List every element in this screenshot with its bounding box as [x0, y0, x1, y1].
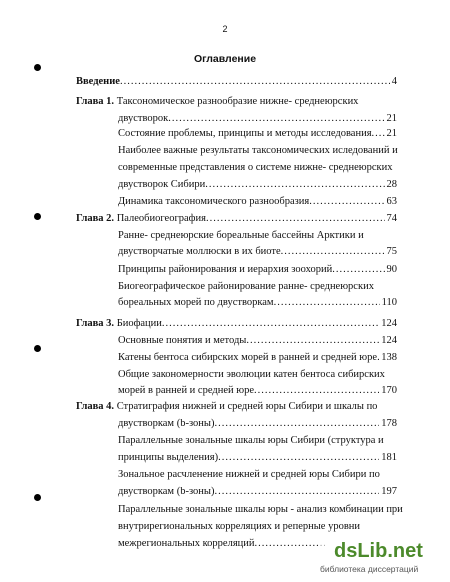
- toc-page-number: 21: [386, 128, 397, 139]
- toc-leader-dots: [120, 74, 390, 90]
- watermark-subtitle: библиотека диссертаций: [320, 564, 419, 574]
- toc-entry-text: Параллельные зональные шкалы юры Сибири (структура и: [118, 435, 384, 446]
- toc-chapter-label: Глава 1.: [76, 96, 117, 107]
- toc-entry: [118, 244, 397, 260]
- toc-entry: [118, 367, 385, 383]
- toc-entry-text: Наиболее важные результаты таксономических иследований и: [118, 145, 398, 156]
- toc-leader-dots: [255, 536, 325, 552]
- toc-entry: [118, 228, 364, 244]
- toc-leader-dots: [372, 126, 385, 142]
- toc-entry: [118, 333, 397, 349]
- toc-entry-text: Зональное расчленение нижней и средней юры Сибири по: [118, 469, 380, 480]
- toc-entry: [118, 177, 397, 193]
- toc-entry: [76, 211, 397, 227]
- toc-entry: [76, 316, 397, 332]
- toc-entry: [118, 416, 397, 432]
- toc-entry: [118, 126, 397, 142]
- page-number: 2: [222, 24, 228, 34]
- toc-entry: [118, 350, 397, 366]
- binder-hole-dot: [34, 494, 41, 501]
- toc-entry: [118, 519, 360, 535]
- toc-heading: Оглавление: [193, 53, 257, 65]
- toc-page-number: 74: [386, 213, 397, 224]
- toc-leader-dots: [162, 316, 379, 332]
- binder-hole-dot: [34, 345, 41, 352]
- toc-entry-text: Глава 1. Таксономическое разнообразие нижне- среднеюрских: [76, 96, 359, 107]
- toc-entry-text: двустворкам (b-зоны): [118, 486, 215, 497]
- toc-chapter-label: Глава 3.: [76, 318, 117, 329]
- toc-entry: [118, 295, 397, 311]
- toc-leader-dots: [218, 450, 379, 466]
- toc-entry: [118, 111, 397, 127]
- toc-entry: [118, 194, 397, 210]
- toc-entry: [118, 143, 398, 159]
- toc-page-number: 197: [381, 486, 397, 497]
- toc-entry-text: двустворкам (b-зоны): [118, 418, 215, 429]
- toc-entry-text: Глава 3. Биофации: [76, 318, 162, 329]
- toc-leader-dots: [214, 484, 379, 500]
- toc-entry: [118, 502, 403, 518]
- toc-entry-label: Введение: [76, 76, 120, 87]
- watermark-logo: dsLib.net: [334, 540, 423, 562]
- toc-entry: [76, 399, 377, 415]
- toc-leader-dots: [246, 333, 379, 349]
- toc-entry-text: Биогеографическое районирование ранне- среднеюрских: [118, 281, 374, 292]
- toc-page-number: 110: [381, 297, 397, 308]
- toc-leader-dots: [214, 416, 379, 432]
- toc-entry-text: Глава 4. Стратиграфия нижней и средней юры Сибири и шкалы по: [76, 401, 378, 412]
- toc-entry-text: Основные понятия и методы: [118, 335, 247, 346]
- binder-hole-dot: [34, 213, 41, 220]
- toc-leader-dots: [254, 383, 379, 399]
- toc-page-number: 138: [381, 352, 397, 363]
- toc-entry-text: Параллельные зональные шкалы юры - анализ комбинации при: [118, 504, 403, 515]
- toc-entry-text: Катены бентоса сибирских морей в ранней и средней юре: [118, 352, 378, 363]
- toc-entry-text: межрегиональных корреляций: [118, 538, 255, 549]
- toc-entry-text: Принципы районирования и иерархия зоохорий: [118, 264, 333, 275]
- toc-leader-dots: [309, 194, 384, 210]
- toc-entry-text: бореальных морей по двустворкам: [118, 297, 274, 308]
- toc-entry: [76, 74, 397, 90]
- toc-entry-text: Ранне- среднеюрские бореальные бассейны Арктики и: [118, 230, 364, 241]
- toc-entry: [118, 262, 397, 278]
- toc-page-number: 21: [386, 113, 397, 124]
- toc-page-number: 124: [381, 318, 397, 329]
- toc-entry: [118, 433, 384, 449]
- toc-page-number: 181: [381, 452, 397, 463]
- toc-entry-text: двустворок Сибири: [118, 179, 206, 190]
- toc-chapter-label: Глава 2.: [76, 213, 117, 224]
- toc-entry: [118, 467, 380, 483]
- watermark: [320, 540, 450, 582]
- toc-page-number: 28: [386, 179, 397, 190]
- toc-entry: [118, 160, 393, 176]
- toc-leader-dots: [168, 111, 384, 127]
- toc-page-number: 75: [386, 246, 397, 257]
- toc-entry: [118, 450, 397, 466]
- toc-entry-text: принципы выделения): [118, 452, 219, 463]
- toc-leader-dots: [205, 177, 384, 193]
- toc-entry-text: двустворчатые моллюски в их биоте: [118, 246, 281, 257]
- toc-entry-text: современные представления о системе нижне- среднеюрских: [118, 162, 393, 173]
- toc-entry: [118, 279, 374, 295]
- toc-entry: [118, 383, 397, 399]
- toc-entry-text: внутрирегиональных корреляциях и реперные уровни: [118, 521, 361, 532]
- toc-page-number: 178: [381, 418, 397, 429]
- toc-entry-text: морей в ранней и средней юре: [118, 385, 254, 396]
- binder-hole-dot: [34, 64, 41, 71]
- toc-page-number: 124: [381, 335, 397, 346]
- toc-page-number: 90: [386, 264, 397, 275]
- toc-entry-text: [76, 74, 120, 90]
- toc-leader-dots: [274, 295, 380, 311]
- toc-entry-text: двустворок: [118, 113, 169, 124]
- toc-leader-dots: [206, 211, 385, 227]
- toc-leader-dots: [332, 262, 384, 278]
- toc-entry-text: Состояние проблемы, принципы и методы исследования: [118, 128, 372, 139]
- toc-page-number: 170: [381, 385, 397, 396]
- toc-entry: [118, 484, 397, 500]
- toc-entry-text: Глава 2. Палеобиогеография: [76, 213, 206, 224]
- toc-leader-dots: [281, 244, 385, 260]
- toc-page-number: 63: [386, 196, 397, 207]
- toc-entry: [76, 94, 358, 110]
- toc-page-number: 4: [391, 76, 397, 87]
- toc-entry-text: Динамика таксономического разнообразия: [118, 196, 310, 207]
- toc-entry-text: Общие закономерности эволюции катен бентоса сибирских: [118, 369, 385, 380]
- toc-chapter-label: Глава 4.: [76, 401, 117, 412]
